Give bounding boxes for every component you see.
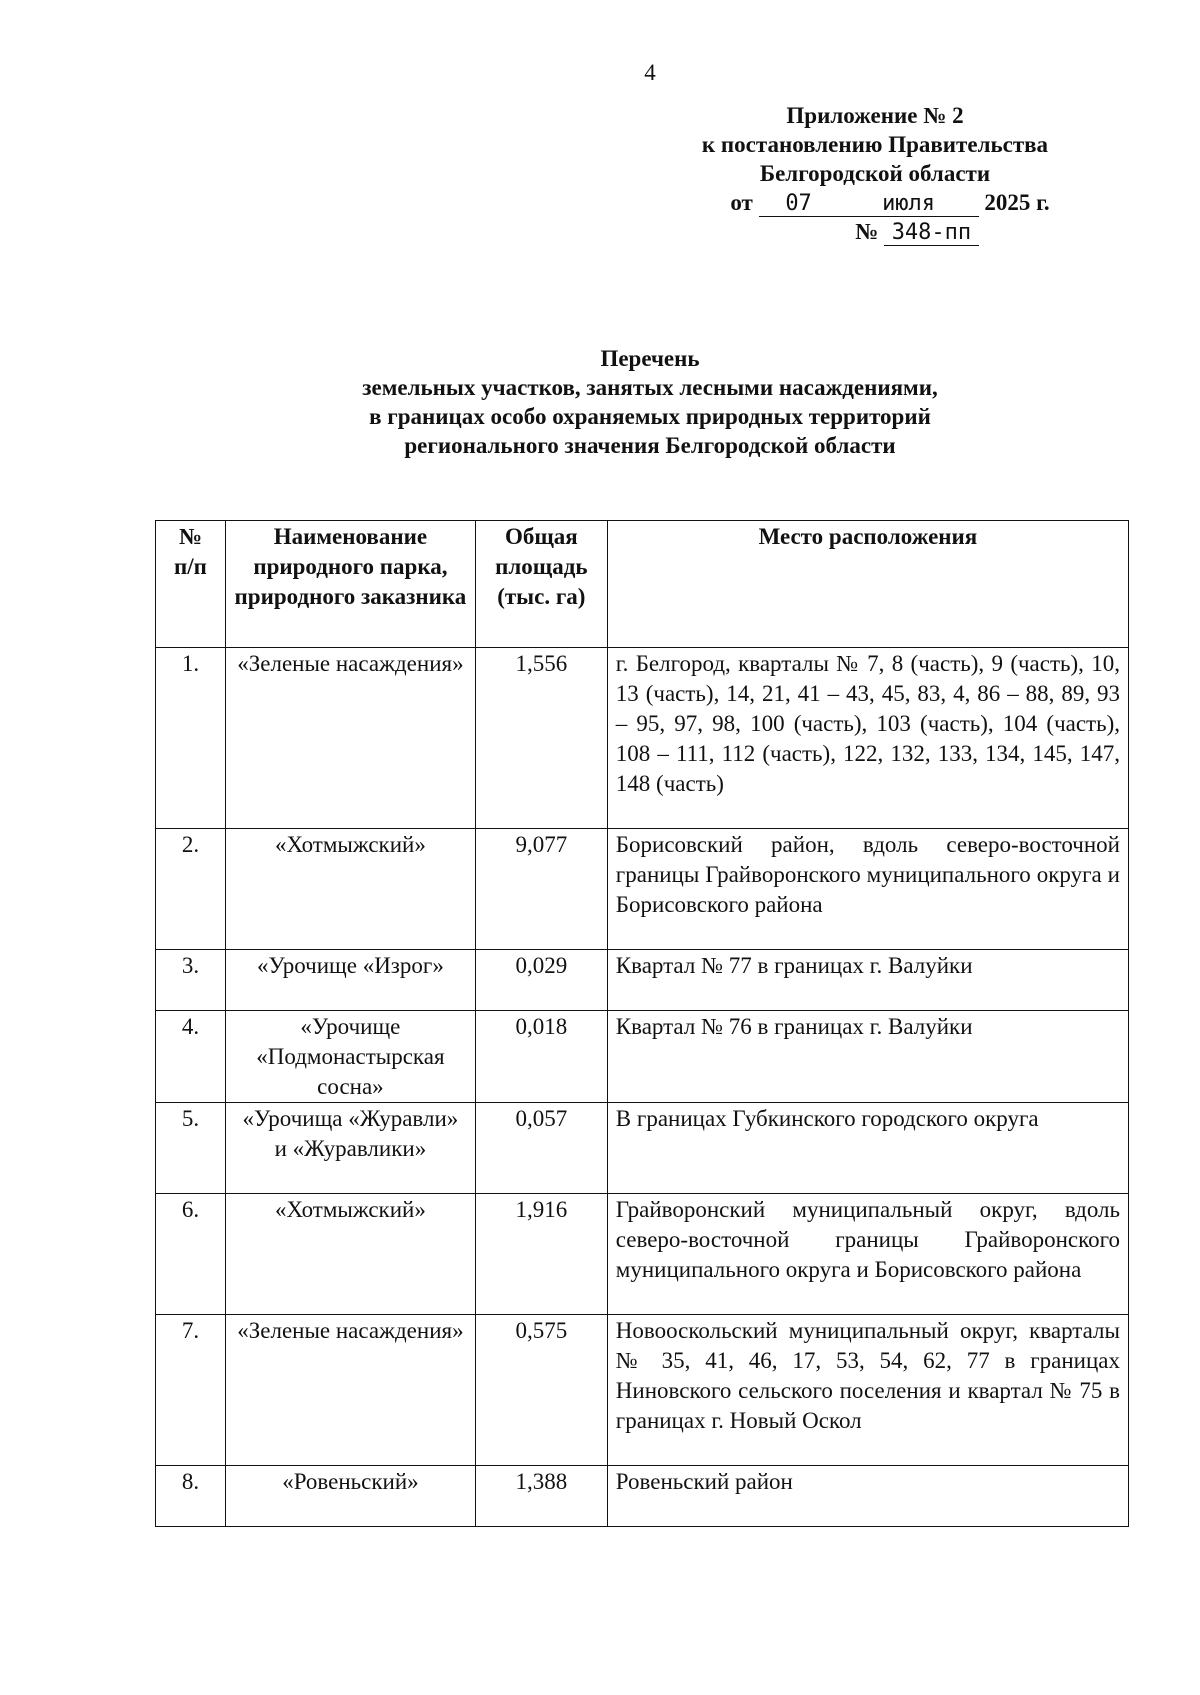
appendix-date-line [640,188,1110,217]
table-row [156,950,1129,1011]
table-row [156,1315,1129,1466]
row-num: 1. [156,648,226,829]
row-location: г. Белгород, кварталы № 7, 8 (часть), 9 (часть), 10, 13 (часть), 14, 21, 41 – 43, 45, 83, 4, 86 – 88, 89, 93 – 95, 97, 98, 100 (часть), 103 (часть), 104 (часть), 108 – 111, 112 (часть), 122, 132, 133, 134, 145, 147, 148 (часть) [607,648,1128,829]
row-location: В границах Губкинского городского округа [607,1103,1128,1194]
date-day: 07 [759,192,839,217]
date-prefix: от [730,190,753,215]
row-location: Борисовский район, вдоль северо-восточной границы Грайворонского муниципального округа и Борисовского района [607,829,1128,950]
row-name: «Урочище «Изрог» [225,950,475,1011]
row-name: «Хотмыжский» [225,829,475,950]
title-line-1: Перечень [600,346,700,371]
document-title [250,344,1050,460]
row-location: Квартал № 77 в границах г. Валуйки [607,950,1128,1011]
appendix-title: Приложение № 2 [786,103,964,128]
row-area: 9,077 [475,829,607,950]
header-num: № п/п [156,521,226,648]
appendix-region: Белгородской области [759,161,991,186]
title-line-3: в границах особо охраняемых природных территорий [369,404,931,429]
row-num: 7. [156,1315,226,1466]
row-area: 0,575 [475,1315,607,1466]
row-area: 0,018 [475,1011,607,1103]
table-row [156,1011,1129,1103]
row-name: «Урочище «Подмонастырская сосна» [225,1011,475,1103]
row-area: 1,916 [475,1194,607,1315]
row-num: 5. [156,1103,226,1194]
header-location: Место расположения [607,521,1128,648]
document-number: 348-пп [884,221,979,246]
table-row [156,1194,1129,1315]
row-name: «Зеленые насаждения» [225,1315,475,1466]
row-location: Грайворонский муниципальный округ, вдоль северо-восточной границы Грайворонского муниципального округа и Борисовского района [607,1194,1128,1315]
row-area: 1,388 [475,1466,607,1527]
number-prefix: № [855,219,879,244]
row-num: 8. [156,1466,226,1527]
appendix-reference: к постановлению Правительства [701,132,1049,157]
row-location: Новооскольский муниципальный округ, кварталы № 35, 41, 46, 17, 53, 54, 62, 77 в границах Ниновского сельского поселения и квартал № 75 в границах г. Новый Оскол [607,1315,1128,1466]
table-row [156,829,1129,950]
row-area: 1,556 [475,648,607,829]
row-num: 3. [156,950,226,1011]
table-row [156,1103,1129,1194]
date-year: 2025 г. [984,190,1050,215]
row-area: 0,057 [475,1103,607,1194]
table-row [156,1466,1129,1527]
row-area: 0,029 [475,950,607,1011]
page-number: 4 [644,60,656,85]
row-name: «Хотмыжский» [225,1194,475,1315]
title-line-4: регионального значения Белгородской области [404,433,896,458]
row-num: 4. [156,1011,226,1103]
title-line-2: земельных участков, занятых лесными насаждениями, [362,375,938,400]
header-area: Общая площадь (тыс. га) [475,521,607,648]
appendix-number-line [640,217,1110,246]
row-location: Квартал № 76 в границах г. Валуйки [607,1011,1128,1103]
row-name: «Ровеньский» [225,1466,475,1527]
land-plots-table [155,520,1129,1527]
header-name: Наименование природного парка, природного заказника [225,521,475,648]
row-name: «Зеленые насаждения» [225,648,475,829]
row-num: 2. [156,829,226,950]
table-header-row [156,521,1129,648]
date-month: июля [839,192,979,217]
row-location: Ровеньский район [607,1466,1128,1527]
row-num: 6. [156,1194,226,1315]
appendix-block [640,101,1110,246]
table-row [156,648,1129,829]
row-name: «Урочища «Журавли» и «Журавлики» [225,1103,475,1194]
